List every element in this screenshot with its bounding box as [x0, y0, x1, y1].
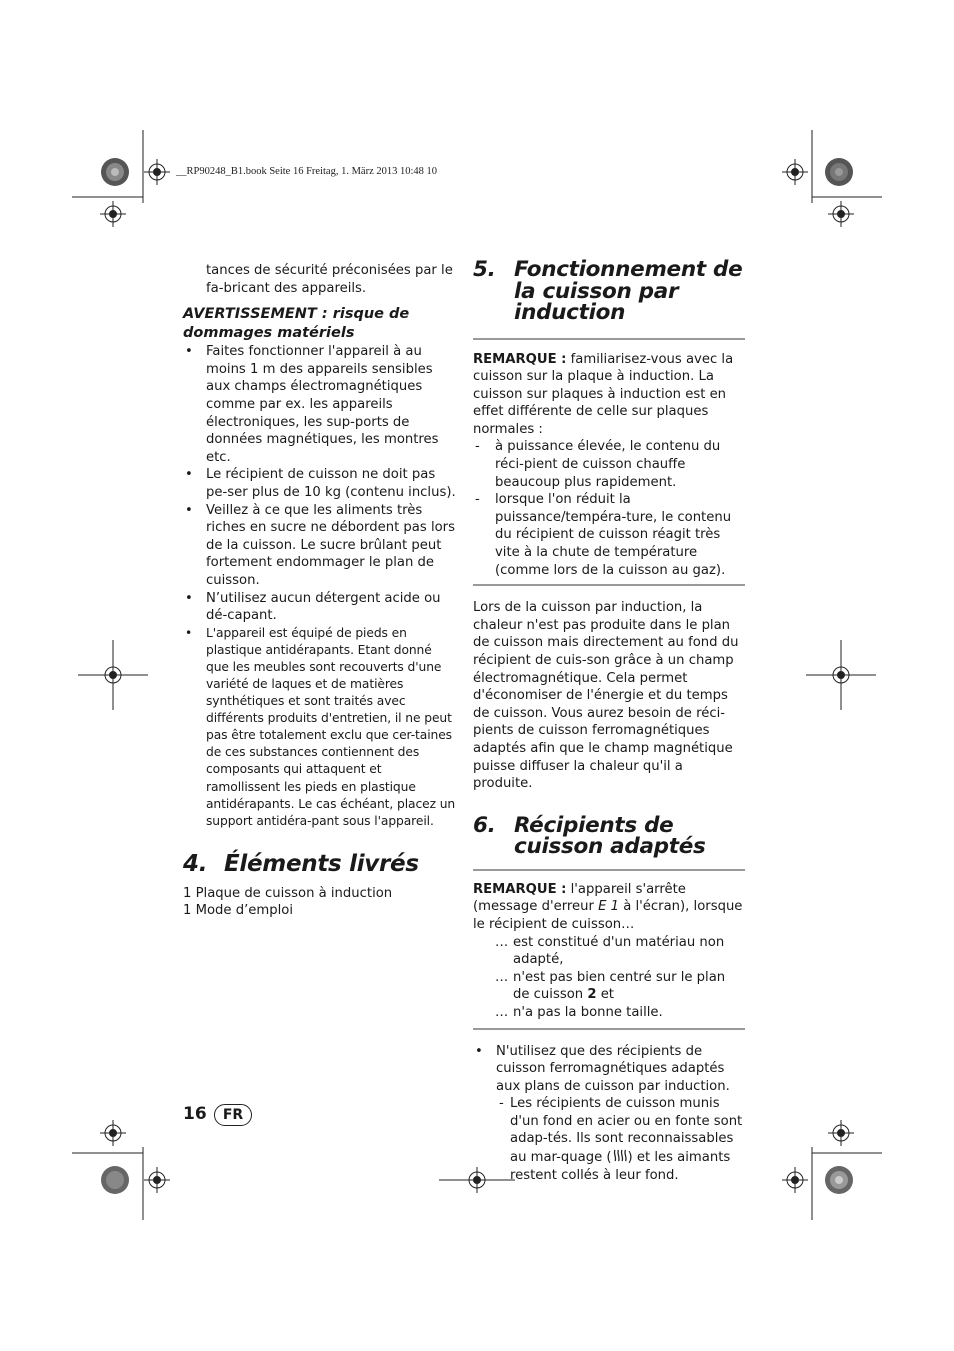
registration-wheel-icon: [825, 1166, 853, 1194]
note-text: à l'écran), lorsque le récipient de cuisson…: [473, 899, 743, 932]
list-item: [495, 934, 745, 969]
crosshair-icon: [828, 1120, 854, 1146]
crosshair-icon: [100, 1120, 126, 1146]
registration-wheel-icon: [101, 158, 129, 186]
section-number: 5.: [473, 257, 496, 282]
item-text: et: [596, 987, 614, 1003]
language-badge: FR: [214, 1104, 252, 1126]
crosshair-icon: [78, 640, 148, 710]
section-number: 6.: [473, 812, 496, 838]
ellipsis: …: [495, 934, 509, 950]
note-label: REMARQUE :: [473, 881, 567, 897]
item-text: N'utilisez que des récipients de cuisson ferromagnétiques adaptés aux plans de cuisson par induction.: [496, 1043, 730, 1094]
page-number: 16: [183, 1104, 207, 1124]
item-text: Les récipients de cuisson munis d'un fond en acier ou en fonte sont adap-tés. Ils sont reconnaissables au mar-quage (: [510, 1096, 743, 1166]
item-text: n'a pas la bonne taille.: [513, 1004, 663, 1020]
crosshair-icon: [828, 201, 854, 227]
note-list: [473, 438, 745, 579]
list-item: 1 Mode d’emploi: [183, 903, 293, 919]
note-text: l'appareil s'arrête (message d'erreur: [473, 881, 686, 915]
left-column: [183, 262, 458, 920]
print-info-header: __RP90248_B1.book Seite 16 Freitag, 1. März 2013 10:48 10: [176, 166, 438, 177]
registration-wheel-icon: [101, 1166, 129, 1194]
sub-list: [483, 1095, 745, 1184]
ellipsis: …: [495, 1004, 509, 1020]
note-label: REMARQUE :: [473, 351, 567, 367]
part-number: 2: [587, 987, 597, 1003]
induction-coil-icon: [612, 1148, 628, 1163]
warning-list: [183, 343, 458, 830]
crosshair-icon: [782, 159, 808, 185]
crosshair-icon: [806, 640, 876, 710]
list-item: [473, 1043, 745, 1185]
list-item: • Veillez à ce que les aliments très riches en sucre ne débordent pas lors de la cuisson. Le sucre brûlant peut fortement endommager le plan de cuisson.: [183, 502, 458, 590]
crosshair-icon: [144, 159, 170, 185]
condition-list: [473, 934, 745, 1022]
list-item: [495, 969, 745, 1004]
list-item: - à puissance élevée, le contenu du réci-pient de cuisson chauffe beaucoup plus rapidement.: [473, 438, 745, 491]
section-title: Éléments livrés: [224, 850, 419, 877]
body-paragraph: Lors de la cuisson par induction, la chaleur n'est pas produite dans le plan de cuisson mais directement au fond du récipient de cuis-son grâce à un champ électromagnétique. Cela permet d'économiser de l'énergie et du temps de cuisson. Vous aurez besoin de réci-pients de cuisson ferromagnétiques adaptés afin que le champ magnétique puisse diffuser la chaleur qu'il a produite.: [473, 600, 739, 792]
list-item: • Le récipient de cuisson ne doit pas pe-ser plus de 10 kg (contenu inclus).: [183, 466, 458, 501]
usage-list: [473, 1043, 745, 1185]
crosshair-icon: [144, 1167, 170, 1193]
section-5-heading: [473, 259, 745, 324]
list-item: • Faites fonctionner l'appareil à au moins 1 m des appareils sensibles aux champs électromagnétiques comme par ex. les appareils électroniques, les sup-ports de données magnétiques, les montres etc.: [183, 343, 458, 466]
crosshair-icon: [782, 1167, 808, 1193]
list-item: [495, 1004, 745, 1022]
section-number: 4.: [183, 850, 208, 877]
section-title: Récipients de cuisson adaptés: [514, 812, 706, 860]
ellipsis: …: [495, 969, 509, 985]
note-paragraph: [473, 351, 745, 439]
list-item: 1 Plaque de cuisson à induction: [183, 885, 393, 901]
item-text: n'est pas bien centré sur le plan de cuisson: [513, 969, 726, 1003]
note-paragraph: [473, 881, 745, 934]
intro-text: tances de sécurité préconisées par le fa-bricant des appareils.: [206, 263, 453, 296]
list-item: [496, 1095, 745, 1184]
error-code: E 1: [598, 899, 620, 915]
item-text: est constitué d'un matériau non adapté,: [513, 934, 725, 968]
section-6-heading: [473, 812, 745, 860]
crosshair-icon: [100, 201, 126, 227]
list-item: • L'appareil est équipé de pieds en plastique antidérapants. Etant donné que les meubles sont recouverts d'une variété de laques et de matières synthétiques et sont traités avec différents produits d'entretien, il ne peut pas être totalement exclu que cer-taines de ces substances contiennent des composants qui attaquent et ramollissent les pieds en plastique antidérapants. Le cas échéant, placez un support antidéra-pant sous l'appareil.: [183, 625, 458, 830]
warning-title: AVERTISSEMENT : risque de dommages matériels: [183, 306, 410, 342]
right-column: [473, 259, 745, 1184]
registration-wheel-icon: [825, 158, 853, 186]
list-item: • N’utilisez aucun détergent acide ou dé-capant.: [183, 590, 458, 625]
item-text: ) et les aimants restent collés à leur fond.: [510, 1150, 731, 1183]
section-4-heading: [183, 852, 458, 876]
section-title: Fonctionnement de la cuisson par induction: [514, 257, 743, 325]
list-item: - lorsque l'on réduit la puissance/tempéra-ture, le contenu du récipient de cuisson réagit très vite à la chute de température (comme lors de la cuisson au gaz).: [473, 491, 745, 579]
note-text: familiarisez-vous avec la cuisson sur la plaque à induction. La cuisson sur plaques à induction est en effet différente de celle sur plaques normales :: [473, 351, 734, 437]
